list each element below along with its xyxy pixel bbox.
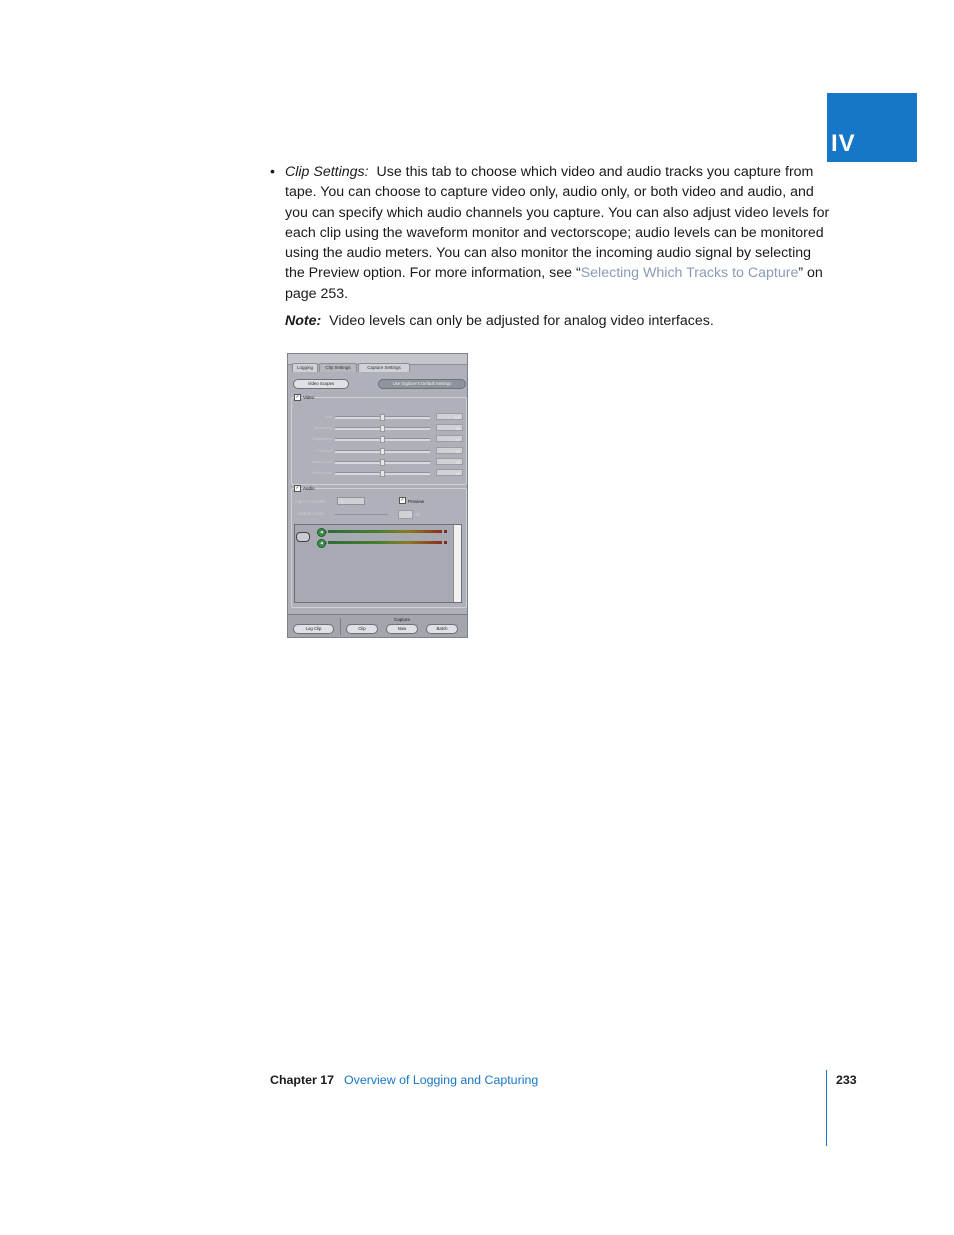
capture-batch-button[interactable]: Batch [426, 624, 458, 634]
speaker-icon[interactable]: ◀ [317, 528, 326, 537]
video-label: Video [303, 395, 315, 400]
slider-value[interactable]: 50 [436, 435, 463, 442]
slider-row-black-level [302, 458, 466, 466]
slider-row-hue [302, 413, 466, 421]
slider-knob[interactable] [380, 459, 385, 466]
default-settings-button[interactable]: Use Digitizer's Default Settings [378, 379, 466, 389]
capture-label: Capture [394, 617, 411, 622]
slider-name: White Level [311, 470, 332, 475]
slider-name: Contrast [316, 448, 332, 453]
tab-logging[interactable]: Logging [292, 363, 318, 372]
input-channels-label: Input Channels [295, 499, 326, 504]
slider-knob[interactable] [380, 448, 385, 455]
output-level-label: Output Level [298, 511, 324, 516]
page-number: 233 [836, 1073, 857, 1087]
slider-row-contrast [302, 447, 466, 455]
slider-name: Brightness [313, 436, 332, 441]
note [285, 311, 830, 331]
slider-knob[interactable] [380, 470, 385, 477]
video-checkbox[interactable]: ✓ [295, 394, 300, 400]
log-clip-button[interactable]: Log Clip [293, 624, 334, 634]
slider-row-white-level [302, 469, 466, 477]
footer-chapter-title[interactable]: Overview of Logging and Capturing [344, 1073, 539, 1087]
audio-label: Audio [303, 486, 315, 491]
note-label: Note: [285, 313, 322, 329]
slider-name: Hue [324, 414, 332, 419]
slider-row-saturation [302, 424, 466, 432]
cross-reference-link[interactable]: Selecting Which Tracks to Capture [580, 265, 799, 282]
meter-scrollbar[interactable] [453, 525, 461, 602]
term: Clip Settings: [285, 164, 369, 180]
slider-value[interactable]: 50 [436, 447, 463, 454]
slider-name: Black Level [311, 459, 332, 464]
capture-divider [340, 618, 341, 635]
audio-checkbox[interactable]: ✓ [295, 485, 300, 491]
video-scopes-button[interactable]: Video Scopes [293, 379, 349, 389]
preview-label: Preview [408, 499, 425, 504]
channel-link-button[interactable] [296, 532, 310, 542]
paragraph-text: Use this tab to choose which video and audio tracks you capture from tape. You can choose to capture video only, audio only, or both video and audio, and you can specify which audio channels you capture. You can also adjust video levels for each clip using the waveform monitor and vectorscope; audio levels can be monitored using the audio meters. You can also monitor the incoming audio signal by selecting the Preview option. For more information, see “ [285, 164, 830, 282]
slider-knob[interactable] [380, 414, 385, 421]
slider-value[interactable]: 50 [436, 469, 463, 476]
slider-name: Saturation [313, 425, 332, 430]
slider-value[interactable]: 50 [436, 458, 463, 465]
meter-peak [444, 530, 447, 533]
bullet-marker: • [270, 164, 275, 180]
speaker-icon[interactable]: ◀ [317, 539, 326, 548]
capture-now-button[interactable]: Now [386, 624, 418, 634]
part-tab-label: IV [831, 130, 856, 157]
audio-meter [328, 541, 442, 544]
meter-channel-label: 1 [325, 529, 328, 534]
slider-value[interactable]: 100 [436, 413, 463, 420]
slider-knob[interactable] [380, 436, 385, 443]
part-tab [827, 93, 917, 162]
output-level-value[interactable]: 0 [398, 510, 413, 519]
audio-meter [328, 530, 442, 533]
output-level-unit: dB [415, 512, 421, 517]
bullet-paragraph [270, 162, 830, 304]
footer-divider [826, 1070, 827, 1146]
slider-row-brightness [302, 435, 466, 443]
tab-capture-settings[interactable]: Capture Settings [358, 363, 410, 372]
slider-knob[interactable] [380, 425, 385, 432]
paragraph-tail: ” on page 253. [285, 265, 823, 302]
meter-peak [444, 541, 447, 544]
capture-clip-button[interactable]: Clip [346, 624, 378, 634]
input-channels-stepper[interactable]: 2 [337, 497, 365, 505]
tab-clip-settings[interactable]: Clip Settings [319, 363, 357, 372]
note-text: Video levels can only be adjusted for analog video interfaces. [329, 313, 714, 329]
meter-channel-label: 2 [325, 540, 328, 545]
output-level-slider[interactable] [335, 514, 388, 515]
clip-settings-screenshot [287, 353, 468, 638]
preview-checkbox[interactable]: ✓ [400, 497, 405, 503]
footer-chapter: Chapter 17 [270, 1073, 335, 1087]
slider-value[interactable]: 50 [436, 424, 463, 431]
